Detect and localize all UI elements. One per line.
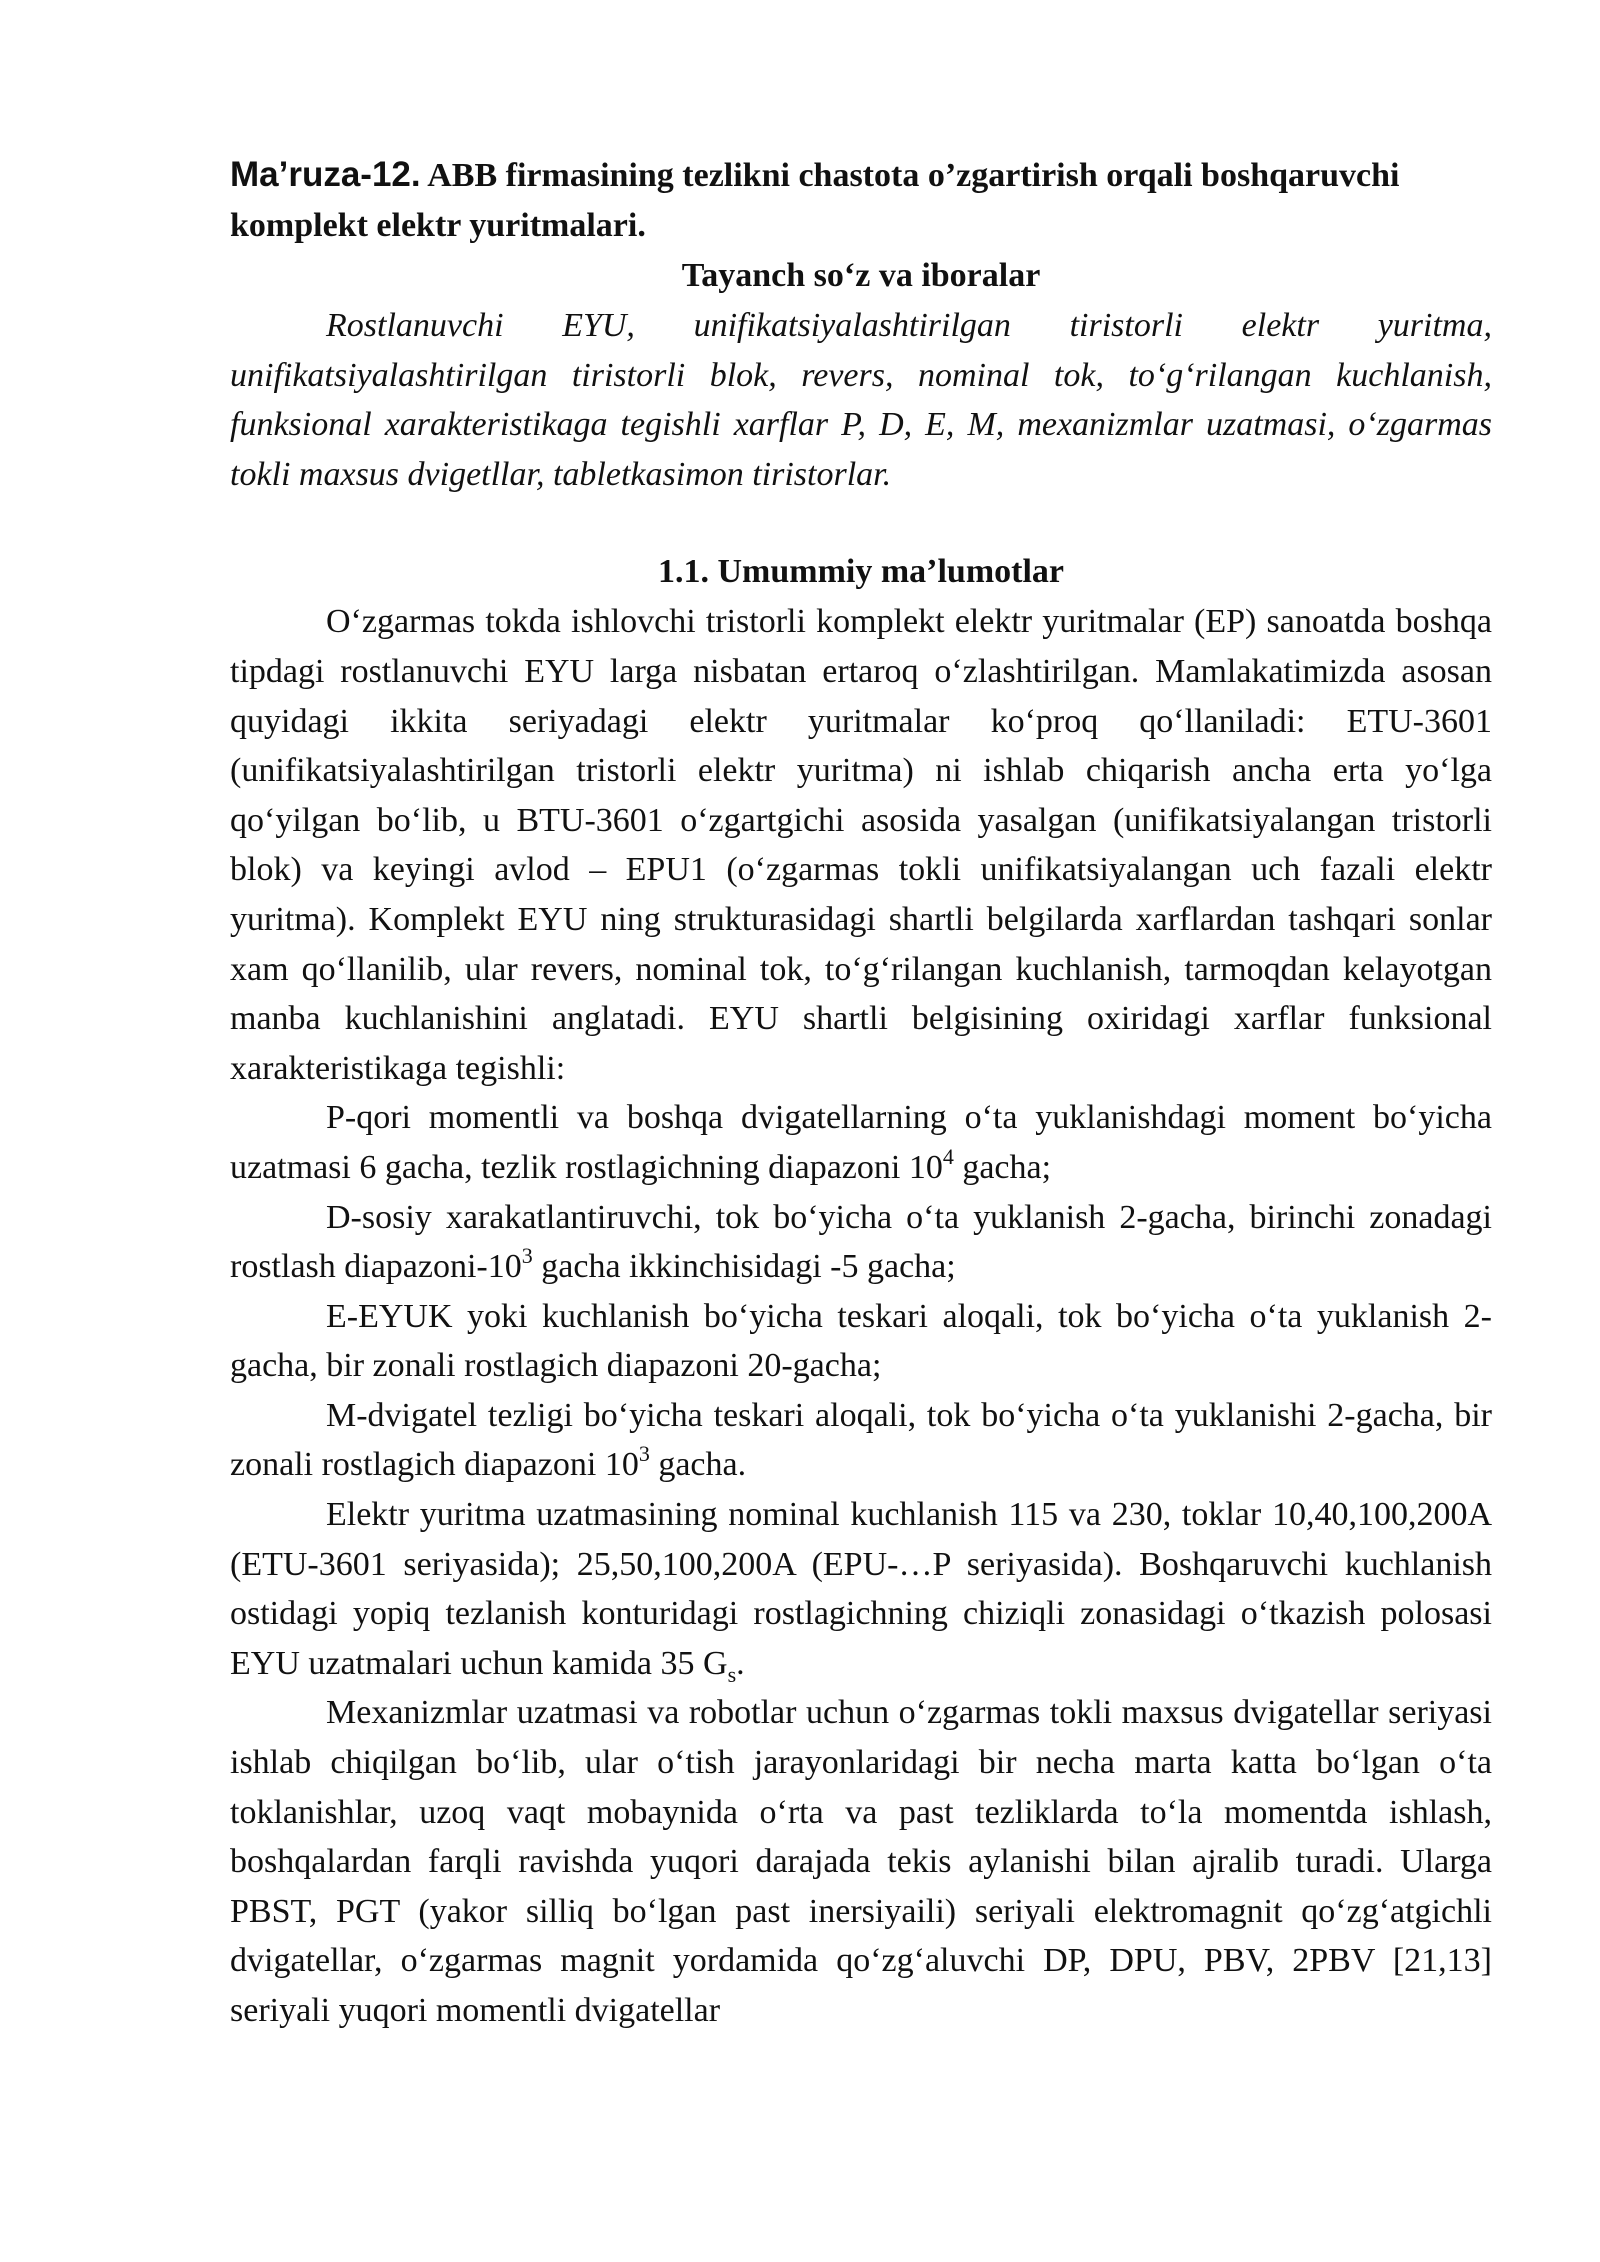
paragraph-text: M-dvigatel tezligi bo‘yicha teskari aloqali, tok bo‘yicha o‘ta yuklanishi 2-gacha, bir zonali rostlagich diapazoni 10 xyxy=(230,1396,1492,1484)
paragraph-text: Elektr yuritma uzatmasining nominal kuchlanish 115 va 230, toklar 10,40,100,200A (ETU-3601 seriyasida); 25,50,100,200A (EPU-…P seriyasida). Boshqaruvchi kuchlanish ostidagi yopiq tezlanish konturidagi rostlagichning chiziqli zonasidagi o‘tkazish polosasi EYU uzatmalari uchun kamida 35 G xyxy=(230,1496,1492,1682)
paragraph-intro: O‘zgarmas tokda ishlovchi tristorli komplekt elektr yuritmalar (EP) sanoatda boshqa tipdagi rostlanuvchi EYU larga nisbatan ertaroq o‘zlashtirilgan. Mamlakatimizda asosan quyidagi ikkita seriyadagi elektr yuritmalar ko‘proq qo‘llaniladi: ETU-3601 (unifikatsiyalashtirilgan tristorli elektr yuritma) ni ishlab chiqarish ancha erta yo‘lga qo‘yilgan bo‘lib, u BTU-3601 o‘zgartgichi asosida yasalgan (unifikatsiyalangan tristorli blok) va keyingi avlod – EPU1 (o‘zgarmas tokli unifikatsiyalangan uch fazali elektr yuritma). Komplekt EYU ning strukturasidagi shartli belgilarda xarflardan tashqari sonlar xam qo‘llanilib, ular revers, nominal tok, to‘g‘rilangan kuchlanish, tarmoqdan kelayotgan manba kuchlanishini anglatadi. EYU shartli belgisining oxiridagi xarflar funksional xarakteristikaga tegishli: xyxy=(230,603,1492,1087)
superscript: 3 xyxy=(521,1242,533,1268)
paragraph-ratings xyxy=(230,1490,1492,1688)
superscript: 4 xyxy=(942,1143,954,1169)
paragraph-text: gacha. xyxy=(649,1446,747,1484)
keywords-paragraph: Rostlanuvchi EYU, unifikatsiyalashtirilgan tiristorli elektr yuritma, unifikatsiyalashtirilgan tiristorli blok, revers, nominal tok, to‘g‘rilangan kuchlanish, funksional xarakteristikaga tegishli xarflar P, D, E, M, mexanizmlar uzatmasi, o‘zgarmas tokli maxsus dvigetllar, tabletkasimon tiristorlar. xyxy=(230,307,1492,493)
section-heading: 1.1. Umummiy ma’lumotlar xyxy=(657,553,1065,591)
paragraph-e-type: E-EYUK yoki kuchlanish bo‘yicha teskari aloqali, tok bo‘yicha o‘ta yuklanish 2-gacha, bir zonali rostlagich diapazoni 20-gacha; xyxy=(230,1297,1492,1385)
subscript: s xyxy=(727,1661,737,1687)
lecture-number: Ma’ruza-12. xyxy=(230,155,421,194)
paragraph-text: . xyxy=(736,1644,745,1682)
paragraph-m-type xyxy=(230,1391,1492,1490)
spacer xyxy=(230,499,1492,547)
paragraph-text: D-sosiy xarakatlantiruvchi, tok bo‘yicha o‘ta yuklanish 2-gacha, birinchi zonadagi rostlash diapazoni-10 xyxy=(230,1198,1492,1286)
keywords-heading: Tayanch so‘z va iboralar xyxy=(681,257,1041,294)
paragraph-special-motors: Mexanizmlar uzatmasi va robotlar uchun o‘zgarmas tokli maxsus dvigatellar seriyasi ishlab chiqilgan bo‘lib, ular o‘tish jarayonlaridagi bir necha marta katta bo‘lgan o‘ta toklanishlar, uzoq vaqt mobaynida o‘rta va past tezliklarda to‘la momentda ishlash, boshqalardan farqli ravishda yuqori darajada tekis aylanishi bilan ajralib turadi. Ularga PBST, PGT (yakor silliq bo‘lgan past inersiyaili) seriyali elektromagnit qo‘zg‘atgichli dvigatellar, o‘zgarmas magnit yordamida qo‘zg‘aluvchi DP, DPU, PBV, 2PBV [21,13] seriyali yuqori momentli dvigatellar xyxy=(230,1694,1492,2029)
lecture-title xyxy=(230,150,1492,251)
lecture-title-text: ABB firmasining tezlikni chastota o’zgartirish orqali boshqaruvchi komplekt elektr yuritmalari. xyxy=(230,157,1400,244)
paragraph-text: gacha; xyxy=(953,1148,1052,1186)
paragraph-text: P-qori momentli va boshqa dvigatellarning o‘ta yuklanishdagi moment bo‘yicha uzatmasi 6 gacha, tezlik rostlagichning diapazoni 10 xyxy=(230,1099,1492,1186)
paragraph-p-type xyxy=(230,1093,1492,1192)
paragraph-d-type xyxy=(230,1193,1492,1292)
document-page xyxy=(230,150,1492,2036)
superscript: 3 xyxy=(638,1441,650,1467)
paragraph-text: gacha ikkinchisidagi -5 gacha; xyxy=(532,1248,956,1286)
